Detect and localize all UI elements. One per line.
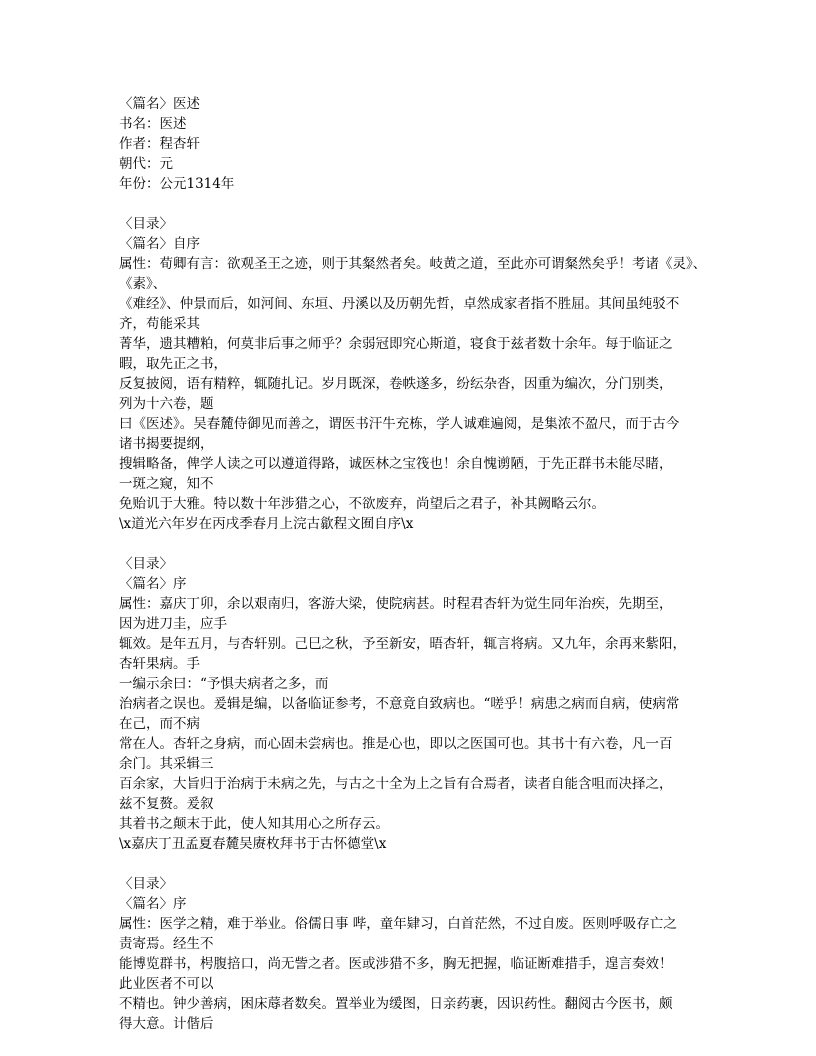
text-line: 属性：嘉庆丁卯，余以艰南归，客游大梁，使院病甚。时程君杏轩为觉生同年治疾，先期至，: [119, 596, 673, 612]
spacer: [119, 854, 719, 874]
text-line: 齐，苟能采其: [119, 316, 200, 332]
text-line: 常在人。杏轩之身病，而心固未尝病也。推是心也，即以之医国可也。其书十有六卷，凡一百: [119, 736, 673, 752]
text-line: 曰《医述》。吴春麓侍御见而善之，谓医书汗牛充栋，学人诚难遍阅，是集浓不盈尺，而于古今: [119, 416, 680, 432]
text-line: 《难经》、仲景而后，如河间、东垣、丹溪以及历朝先哲，卓然成家者指不胜屈。其间虽纯驳不: [119, 296, 680, 312]
section-mulu: 〈目录〉: [119, 556, 173, 572]
text-line: \x道光六年岁在丙戌季春月上浣古歙程文囿自序\x: [119, 516, 414, 532]
text-line: 因为进刀圭，应手: [119, 616, 227, 632]
document-body: [119, 94, 719, 1034]
text-line: \x嘉庆丁丑孟夏春麓吴赓枚拜书于古怀德堂\x: [119, 836, 387, 852]
section-mulu: 〈目录〉: [119, 216, 173, 232]
text-line: 能博览群书，枵腹掊口，尚无訾之者。医或涉猎不多，胸无把握，临证断难措手，遑言奏效！: [119, 956, 673, 972]
section-title: 〈篇名〉自序: [119, 236, 200, 252]
text-line: 免贻讥于大雅。特以数十年涉猎之心，不欲废弃，尚望后之君子，补其阙略云尔。: [119, 496, 605, 512]
text-line: 此业医者不可以: [119, 976, 214, 992]
text-line: 兹不复赘。爰叙: [119, 796, 214, 812]
text-line: 不精也。钟少善病，困床蓐者数矣。置举业为缓图，日亲药裹，因识药性。翻阅古今医书，颇: [119, 996, 673, 1012]
spacer: [119, 534, 719, 554]
text-line: 百余家，大旨归于治病于未病之先，与古之十全为上之旨有合焉者，读者自能含咀而决择之，: [119, 776, 673, 792]
text-line: 得大意。计偕后: [119, 1016, 214, 1032]
shu-ming: 书名：医述: [119, 116, 187, 132]
chao-dai: 朝代：元: [119, 156, 173, 172]
text-line: 属性：荀卿有言：欲观圣王之迹，则于其粲然者矣。岐黄之道，至此亦可谓粲然矣乎！考诸《灵》、: [119, 256, 707, 272]
text-line: 其着书之颠末于此，使人知其用心之所存云。: [119, 816, 389, 832]
section-title: 〈篇名〉序: [119, 896, 187, 912]
section-title: 〈篇名〉序: [119, 576, 187, 592]
text-line: 列为十六卷，题: [119, 396, 214, 412]
text-line: 一斑之窥，知不: [119, 476, 214, 492]
spacer: [119, 194, 719, 214]
text-line: 暇，取先正之书，: [119, 356, 227, 372]
text-line: 一编示余曰：“予惧夫病者之多，而: [119, 676, 329, 692]
zuo-zhe: 作者：程杏轩: [119, 136, 200, 152]
text-line: 搜辑略备，俾学人读之可以遵道得路，诚医林之宝筏也！余自愧谫陋，于先正群书未能尽睹，: [119, 456, 673, 472]
text-line: 《素》、: [119, 276, 167, 292]
text-line: 责寄焉。经生不: [119, 936, 214, 952]
text-line: 辄效。是年五月，与杏轩别。己巳之秋，予至新安，晤杏轩，辄言将病。又九年，余再来紫阳，: [119, 636, 686, 652]
text-line: 余门。其采辑三: [119, 756, 214, 772]
pian-ming: 〈篇名〉医述: [119, 96, 200, 112]
text-line: 治病者之误也。爰辑是编，以备临证参考，不意竟自致病也。“嗟乎！病患之病而自病，使病常: [119, 696, 680, 712]
text-line: 属性：医学之精，难于举业。俗儒日事 哔，童年肄习，白首茫然，不过自废。医则呼吸存亡之: [119, 916, 677, 932]
text-line: 杏轩果病。手: [119, 656, 200, 672]
text-line: 反复披阅，语有精粹，辄随扎记。岁月既深，卷帙遂多，纷纭杂沓，因重为编次，分门别类，: [119, 376, 673, 392]
nian-fen: 年份：公元1314年: [119, 176, 235, 192]
section-mulu: 〈目录〉: [119, 876, 173, 892]
text-line: 菁华，遗其糟粕，何莫非后事之师乎？余弱冠即究心斯道，寝食于兹者数十余年。每于临证之: [119, 336, 673, 352]
text-line: 诸书揭要提纲，: [119, 436, 214, 452]
text-line: 在己，而不病: [119, 716, 200, 732]
